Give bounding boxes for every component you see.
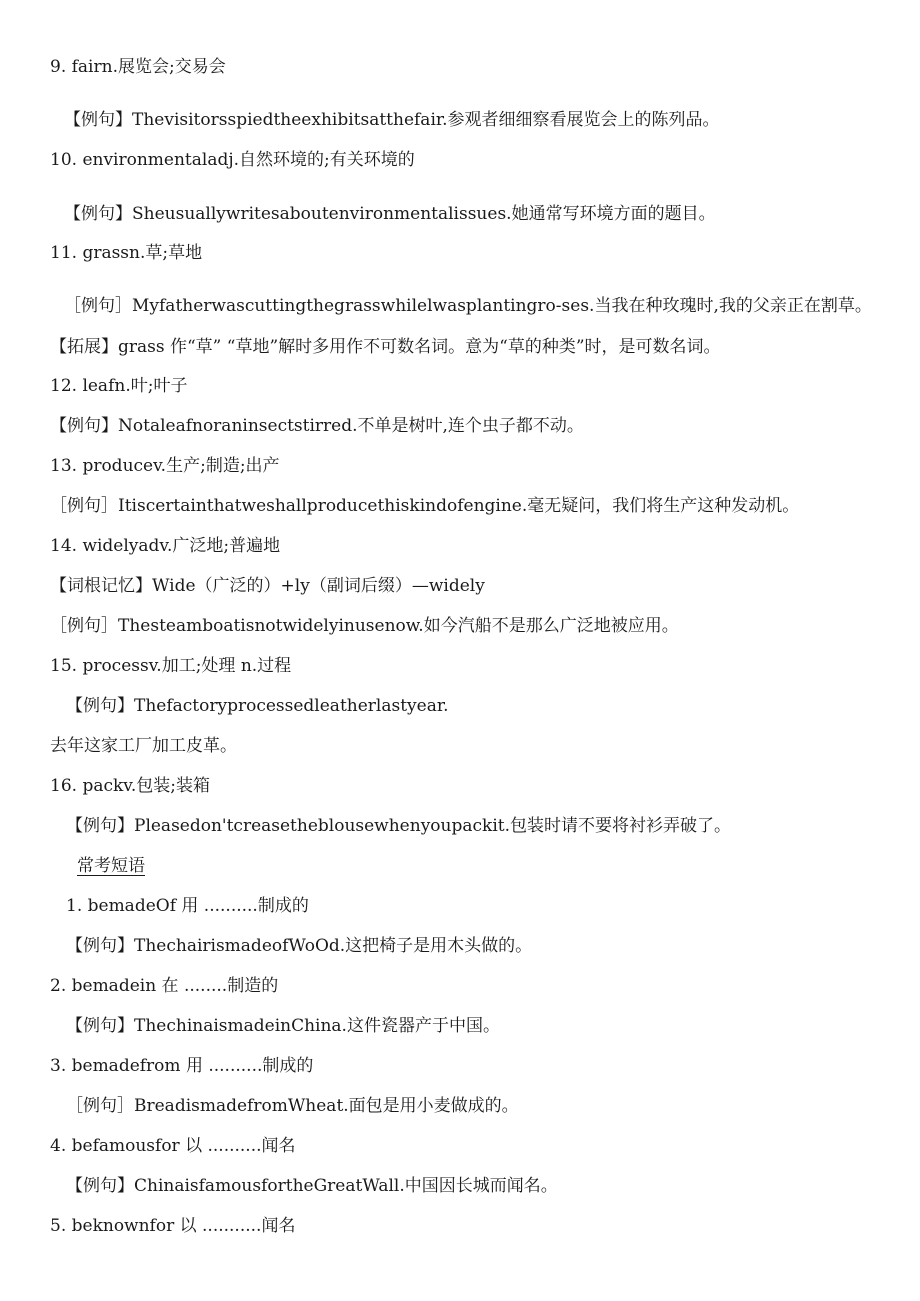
phrase-entry-be-known-for: 5. beknownfor 以 ...........闻名 <box>50 1216 296 1236</box>
example-sentence: 【例句】Pleasedon'tcreasetheblousewhenyoupackit.包装时请不要将衬衫弄破了。 <box>66 816 731 836</box>
example-sentence: 【例句】Notaleafnoraninsectstirred.不单是树叶,连个虫子都不动。 <box>50 416 584 436</box>
vocab-entry-widely: 14. widelyadv.广泛地;普遍地 <box>50 536 281 556</box>
root-memory-note: 【词根记忆】Wide（广泛的）+ly（副词后缀）—widely <box>50 576 485 596</box>
phrase-entry-be-made-of: 1. bemadeOf 用 ..........制成的 <box>66 896 309 916</box>
vocab-entry-leaf: 12. leafn.叶;叶子 <box>50 376 188 396</box>
example-sentence: 【例句】ThechinaismadeinChina.这件瓷器产于中国。 <box>66 1016 500 1036</box>
example-sentence: 【例句】ChinaisfamousfortheGreatWall.中国因长城而闻名。 <box>66 1176 558 1196</box>
example-translation: 去年这家工厂加工皮革。 <box>50 736 237 756</box>
example-sentence: 【例句】Thefactoryprocessedleatherlastyear. <box>66 696 449 716</box>
section-title-phrases: 常考短语 <box>77 856 145 876</box>
vocab-entry-pack: 16. packv.包装;装箱 <box>50 776 210 796</box>
example-sentence: ［例句］Thesteamboatisnotwidelyinusenow.如今汽船不是那么广泛地被应用。 <box>50 616 679 636</box>
phrase-entry-be-made-in: 2. bemadein 在 ........制造的 <box>50 976 279 996</box>
vocab-entry-environmental: 10. environmentaladj.自然环境的;有关环境的 <box>50 150 415 170</box>
vocab-entry-produce: 13. producev.生产;制造;出产 <box>50 456 280 476</box>
vocab-entry-process: 15. processv.加工;处理 n.过程 <box>50 656 292 676</box>
example-sentence: ［例句］BreadismadefromWheat.面包是用小麦做成的。 <box>66 1096 519 1116</box>
extension-note: 【拓展】grass 作“草” “草地”解时多用作不可数名词。意为“草的种类”时，是可数名词。 <box>50 337 721 357</box>
phrase-entry-be-made-from: 3. bemadefrom 用 ..........制成的 <box>50 1056 314 1076</box>
example-sentence: 【例句】ThechairismadeofWoOd.这把椅子是用木头做的。 <box>66 936 533 956</box>
example-sentence: 【例句】Sheusuallywritesaboutenvironmentalissues.她通常写环境方面的题目。 <box>64 204 716 224</box>
example-sentence: ［例句］Itiscertainthatweshallproducethiskindofengine.毫无疑问，我们将生产这种发动机。 <box>50 496 800 516</box>
vocab-entry-grass: 11. grassn.草;草地 <box>50 243 203 263</box>
example-sentence: 【例句】Thevisitorsspiedtheexhibitsatthefair.参观者细细察看展览会上的陈列品。 <box>64 110 720 130</box>
example-sentence: ［例句］Myfatherwascuttingthegrasswhilelwasplantingro-ses.当我在种玫瑰时,我的父亲正在割草。 <box>64 296 872 316</box>
vocab-entry-fair: 9. fairn.展览会;交易会 <box>50 57 226 77</box>
phrase-entry-be-famous-for: 4. befamousfor 以 ..........闻名 <box>50 1136 296 1156</box>
